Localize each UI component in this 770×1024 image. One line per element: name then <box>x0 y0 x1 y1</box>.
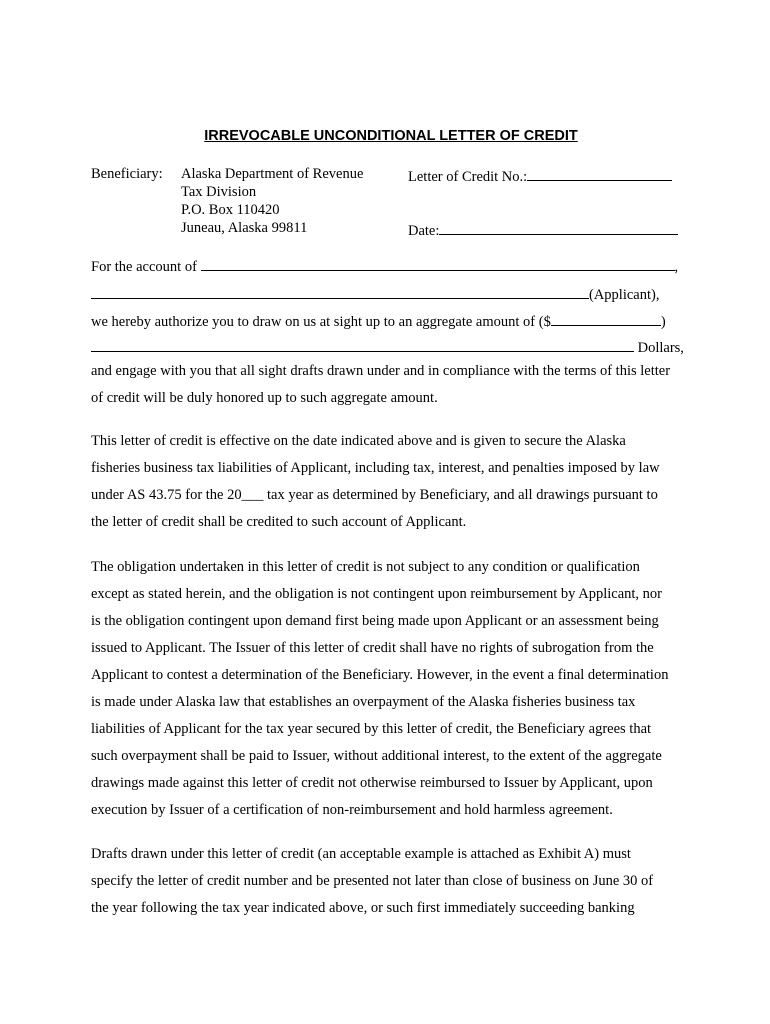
date-label: Date: <box>408 223 440 239</box>
paragraph-line: The obligation undertaken in this letter of credit is not subject to any condition or qualification <box>91 559 640 575</box>
paragraph-line: liabilities of Applicant for the tax year secured by this letter of credit, the Beneficiary agrees that <box>91 721 652 737</box>
paragraph-line: and engage with you that all sight drafts drawn under and in compliance with the terms of this letter <box>91 363 671 379</box>
paragraph-line: issued to Applicant. The Issuer of this letter of credit shall have no rights of subrogation from the <box>91 640 654 656</box>
beneficiary-line-4: Juneau, Alaska 99811 <box>181 220 308 236</box>
authorize-text: we hereby authorize you to draw on us at sight up to an aggregate amount of ($ <box>91 314 551 330</box>
date-blank[interactable] <box>439 220 678 235</box>
paragraph-line: the letter of credit shall be credited to such account of Applicant. <box>91 514 467 530</box>
paragraph-line: the year following the tax year indicated above, or such first immediately succeeding banking <box>91 900 635 916</box>
paragraph-line: execution by Issuer of a certification of non-reimbursement and hold harmless agreement. <box>91 802 613 818</box>
dollars-line <box>91 337 684 357</box>
dollars-blank[interactable] <box>91 337 634 352</box>
effective-paragraph <box>91 428 701 536</box>
paragraph-line: specify the letter of credit number and be presented not later than close of business on June 30 of <box>91 873 654 889</box>
paragraph-line: except as stated herein, and the obligation is not contingent upon reimbursement by Applicant, nor <box>91 586 663 602</box>
applicant-line <box>91 284 659 304</box>
letter-of-credit-number-blank[interactable] <box>527 166 672 181</box>
beneficiary-line-3: P.O. Box 110420 <box>181 202 280 218</box>
account-comma: , <box>674 259 679 275</box>
beneficiary-line-2: Tax Division <box>181 184 257 200</box>
document-title: IRREVOCABLE UNCONDITIONAL LETTER OF CREDIT <box>204 128 578 144</box>
account-line <box>91 256 678 276</box>
letter-of-credit-number-field <box>408 166 672 186</box>
amount-blank[interactable] <box>551 311 661 326</box>
beneficiary-line-1: Alaska Department of Revenue <box>181 166 364 182</box>
beneficiary-label: Beneficiary: <box>91 166 163 182</box>
amount-close-paren: ) <box>660 314 666 330</box>
date-field <box>408 220 678 240</box>
paragraph-line: under AS 43.75 for the 20___ tax year as determined by Beneficiary, and all drawings pursuant to <box>91 487 658 503</box>
engage-paragraph <box>91 358 701 412</box>
account-prefix: For the account of <box>91 259 197 275</box>
paragraph-line: is made under Alaska law that establishes an overpayment of the Alaska fisheries business tax <box>91 694 636 710</box>
account-name-blank[interactable] <box>201 256 675 271</box>
paragraph-line: of credit will be duly honored up to such aggregate amount. <box>91 390 438 406</box>
paragraph-line: drawings made against this letter of credit not otherwise reimbursed to Issuer by Applicant, upon <box>91 775 653 791</box>
dollars-label: Dollars, <box>637 340 684 356</box>
applicant-blank[interactable] <box>91 284 589 299</box>
letter-of-credit-number-label: Letter of Credit No.: <box>408 169 528 185</box>
paragraph-line: such overpayment shall be paid to Issuer, without additional interest, to the extent of the aggregate <box>91 748 662 764</box>
paragraph-line: This letter of credit is effective on the date indicated above and is given to secure the Alaska <box>91 433 626 449</box>
paragraph-line: Applicant to contest a determination of the Beneficiary. However, in the event a final determination <box>91 667 669 683</box>
paragraph-line: Drafts drawn under this letter of credit (an acceptable example is attached as Exhibit A) must <box>91 846 631 862</box>
drafts-paragraph <box>91 841 701 922</box>
paragraph-line: fisheries business tax liabilities of Applicant, including tax, interest, and penalties imposed by law <box>91 460 660 476</box>
authorize-line <box>91 311 666 331</box>
obligation-paragraph <box>91 554 701 824</box>
applicant-label: (Applicant), <box>589 287 660 303</box>
paragraph-line: is the obligation contingent upon demand first being made upon Applicant or an assessment being <box>91 613 659 629</box>
